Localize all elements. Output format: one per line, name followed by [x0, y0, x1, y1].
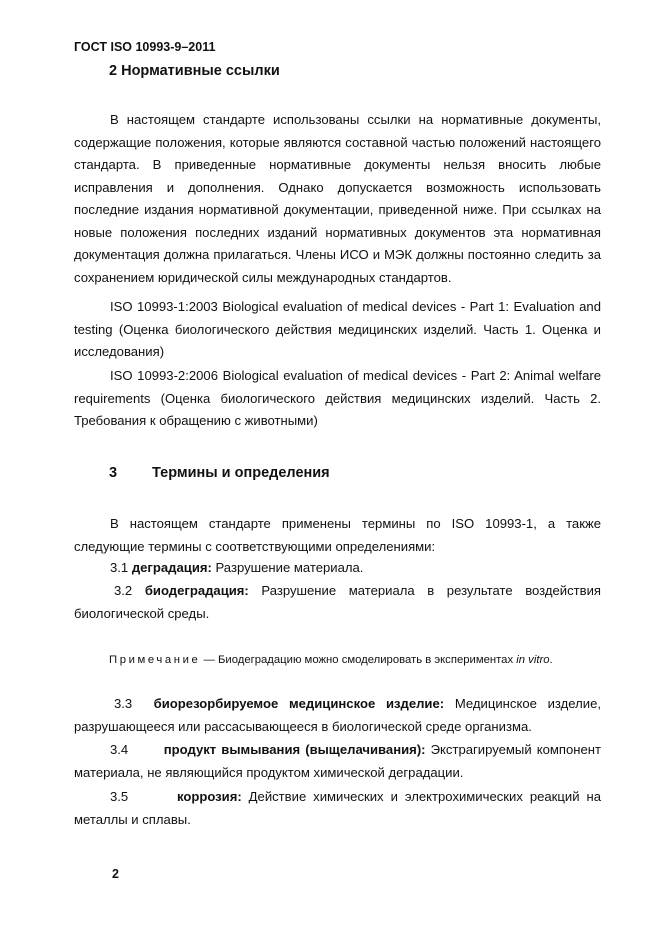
- term-number: 3.3: [114, 696, 133, 711]
- standard-header: ГОСТ ISO 10993-9–2011: [74, 40, 216, 54]
- term-name: биодеградация:: [144, 583, 249, 598]
- page-number: 2: [112, 867, 119, 881]
- term-number: 3.4: [110, 742, 129, 757]
- section-3-number: 3: [109, 465, 118, 481]
- note-text: — Биодеградацию можно смоделировать в экспериментах: [200, 654, 517, 666]
- term-3-4: [74, 739, 601, 784]
- section-3-intro: В настоящем стандарте применены термины по ISO 10993-1, а также следующие термины с соответствующими определениями:: [74, 516, 601, 554]
- term-number: 3.2: [114, 583, 133, 598]
- term-number: 3.1: [110, 560, 129, 575]
- term-definition: Экстрагируемый компонент материала, не являющийся продуктом химической деградации.: [74, 742, 602, 780]
- term-3-5: [74, 786, 601, 831]
- term-number: 3.5: [110, 789, 129, 804]
- term-3-3: [74, 693, 601, 738]
- term-3-1: [74, 557, 601, 580]
- term-name: продукт вымывания (выщелачивания):: [163, 742, 426, 757]
- reference-iso-10993-2: ISO 10993-2:2006 Biological evaluation of medical devices - Part 2: Animal welfare requirements (Оценка биологического действия медицинских изделий. Часть 2. Требования к обращению с животными): [74, 368, 601, 428]
- term-definition: Разрушение материала.: [211, 560, 364, 575]
- note: Примечание — Биодеградацию можно смоделировать в экспериментах in vitro.: [109, 654, 553, 666]
- reference-iso-10993-1: ISO 10993-1:2003 Biological evaluation of medical devices - Part 1: Evaluation and testing (Оценка биологического действия медицинских изделий. Часть 1. Оценка и исследования): [74, 299, 601, 359]
- term-definition: Разрушение материала в результате воздействия биологической среды.: [74, 583, 602, 621]
- term-name: биорезорбируемое медицинское изделие:: [153, 696, 445, 711]
- section-3-title: Термины и определения: [152, 465, 330, 481]
- term-definition: Медицинское изделие, разрушающееся или рассасывающееся в биологической среде организма.: [74, 696, 601, 734]
- term-3-2: [74, 580, 601, 625]
- section-2-title: 2 Нормативные ссылки: [109, 63, 280, 79]
- term-name: коррозия:: [176, 789, 242, 804]
- note-italic: in vitro: [516, 654, 550, 666]
- section-2-intro: В настоящем стандарте использованы ссылки на нормативные документы, содержащие положения, которые являются составной частью положений настоящего стандарта. В приведенные нормативные документы нельзя вносить любые исправления и дополнения. Однако допускается возможность использовать последние издания нормативной документации, приведенной ниже. При ссылках на новые положения последних изданий нормативных документов эта нормативная документация должна прилагаться. Члены ИСО и МЭК должны постоянно следить за сохранением юридической силы международных стандартов.: [74, 112, 601, 285]
- note-label: Примечание: [109, 654, 201, 666]
- term-definition: Действие химических и электрохимических реакций на металлы и сплавы.: [74, 789, 601, 827]
- term-name: деградация:: [131, 560, 212, 575]
